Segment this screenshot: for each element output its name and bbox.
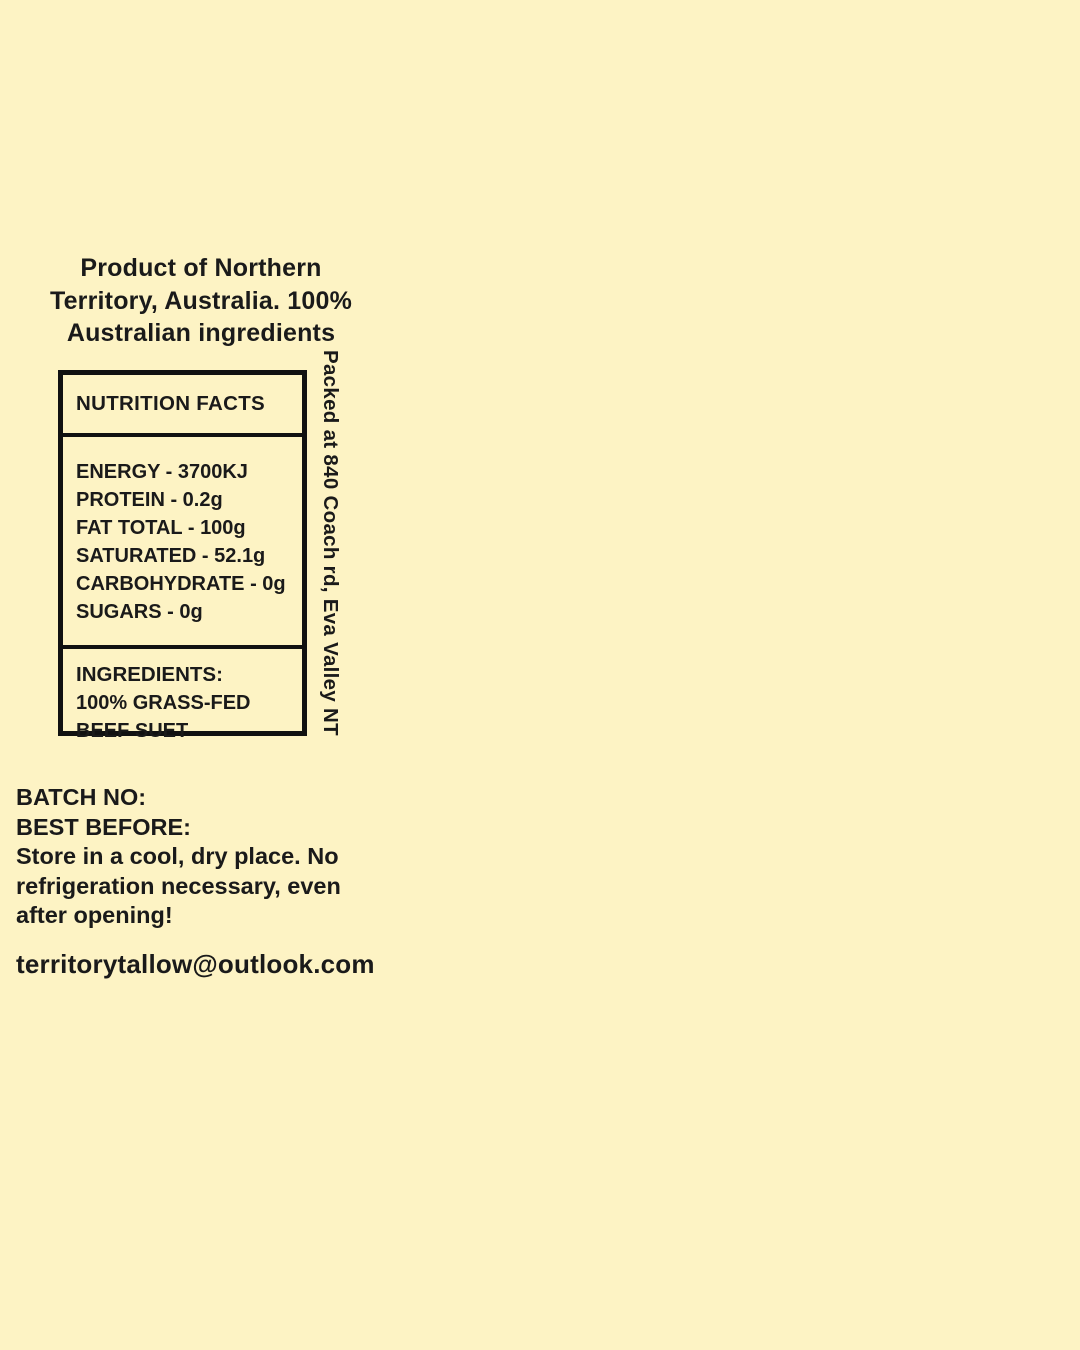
nutrition-values-section [63, 437, 302, 649]
storage-text-line: Store in a cool, dry place. No [16, 843, 339, 870]
nutrition-row-energy: ENERGY - 3700KJ [76, 461, 248, 483]
nutrition-row-saturated: SATURATED - 52.1g [76, 545, 266, 567]
ingredients-line: BEEF SUET [76, 720, 189, 742]
origin-heading-line: Product of Northern [80, 254, 322, 282]
nutrition-facts-box [58, 370, 307, 742]
nutrition-row-sugars: SUGARS - 0g [76, 601, 203, 623]
nutrition-row-carbohydrate: CARBOHYDRATE - 0g [76, 573, 286, 595]
storage-text-line: refrigeration necessary, even [16, 872, 341, 899]
origin-heading [0, 252, 402, 350]
storage-text-line: after opening! [16, 902, 173, 929]
ingredients-line: 100% GRASS-FED [76, 692, 251, 714]
ingredients-section [63, 649, 302, 745]
ingredients-heading: INGREDIENTS: [76, 663, 223, 686]
storage-instructions [16, 783, 436, 931]
contact-email: territorytallow@outlook.com [16, 949, 375, 979]
origin-heading-line: Territory, Australia. 100% [49, 286, 353, 315]
batch-no-label: BATCH NO: [16, 784, 147, 810]
best-before-label: BEST BEFORE: [16, 813, 191, 840]
packed-at-address: Packed at 840 Coach rd, Eva Valley NT [319, 350, 342, 736]
nutrition-facts-title: NUTRITION FACTS [63, 375, 302, 437]
nutrition-row-protein: PROTEIN - 0.2g [76, 489, 223, 511]
nutrition-row-fat-total: FAT TOTAL - 100g [76, 517, 246, 539]
origin-heading-line: Australian ingredients [66, 319, 336, 347]
